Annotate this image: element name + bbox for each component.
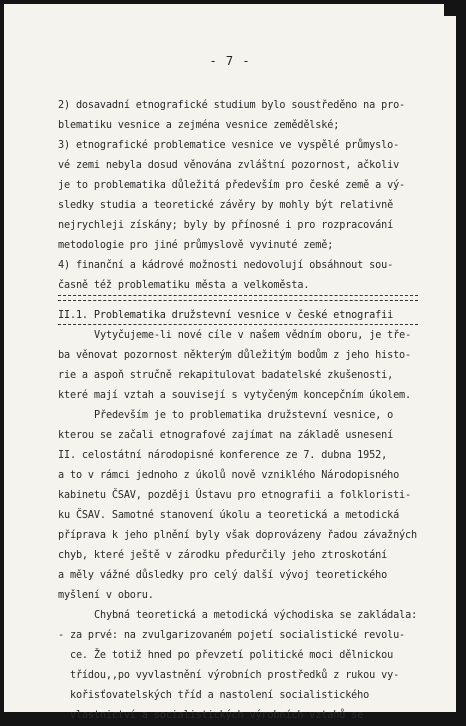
section-heading-underline — [58, 324, 418, 325]
list-line: 4) finanční a kádrové možnosti nedovolují obsáhnout sou- — [58, 260, 394, 271]
body-line: Především je to problematika družstevní vesnice, o — [94, 410, 394, 421]
double-dashed-rule-top — [58, 295, 418, 296]
body-text-block — [58, 326, 418, 726]
body-line: kabinetu ČSAV, později Ústavu pro etnografii a folkloristi- — [58, 490, 412, 501]
list-line: metodologie pro jiné průmyslově vyvinuté země; — [58, 240, 334, 251]
section-heading: II.1. Problematika družstevní vesnice v české etnografii — [58, 310, 394, 321]
list-line: nejrychleji získány; byly by přínosné i pro rozpracování — [58, 220, 394, 231]
numbered-list-block — [58, 96, 418, 296]
list-line: je to problematika důležitá především pro české země a vý- — [58, 180, 406, 191]
body-line: myšlení v oboru. — [58, 590, 154, 601]
body-line: a měly vážné důsledky pro celý další vývoj teoretického — [58, 570, 388, 581]
body-line: II. celostátní národopisné konference ze 7. dubna 1952, — [58, 450, 388, 461]
list-line: časně též problematiku města a velkoměsta. — [58, 280, 310, 291]
body-line: ku ČSAV. Samotné stanovení úkolu a teoretická a metodická — [58, 510, 400, 521]
list-line: 2) dosavadní etnografické studium bylo soustředěno na pro- — [58, 100, 406, 111]
scan-corner-mark — [444, 4, 456, 16]
list-line: sledky studia a teoretické závěry by mohly být relativně — [58, 200, 394, 211]
page-number: - 7 - — [209, 54, 251, 68]
body-line: - za prvé: na zvulgarizovaném pojetí socialistické revolu- — [58, 630, 406, 641]
list-line: vé zemi nebyla dosud věnována zvláštní pozornost, ačkoliv — [58, 160, 400, 171]
double-dashed-rule-bottom — [58, 300, 418, 301]
body-line: kterou se začali etnografové zajímat na základě usnesení — [58, 430, 394, 441]
body-line: chyb, které ještě v zárodku předurčily jeho ztroskotání — [58, 550, 388, 561]
body-line: Chybná teoretická a metodická východiska se zakládala: — [94, 610, 418, 621]
body-line: a to v rámci jednoho z úkolů nově vzniklého Národopisného — [58, 470, 400, 481]
body-line: kořisťovatelských tříd a nastolení socialistického — [58, 690, 370, 701]
list-line: 3) etnografické problematice vesnice ve vyspělé průmyslo- — [58, 140, 400, 151]
body-line: které mají vztah a souvisejí s vytyčeným koncepčním úkolem. — [58, 390, 412, 401]
body-line: Vytyčujeme-li nové cíle v našem vědním oboru, je tře- — [94, 330, 412, 341]
document-page — [4, 4, 456, 721]
body-line: vlastnictví a socialistických výrobních vztahů se — [58, 710, 364, 721]
body-line: ce. Že totiž hned po převzetí politické moci dělnickou — [58, 650, 394, 661]
body-line: třídou,,po vyvlastnění výrobních prostředků z rukou vy- — [58, 670, 400, 681]
body-line: rie a aspoň stručně rekapitulovat badatelské zkušenosti, — [58, 370, 394, 381]
list-line: blematiku vesnice a zejména vesnice zemědělské; — [58, 120, 340, 131]
body-line: ba věnovat pozornost některým důležitým bodům z jeho histo- — [58, 350, 412, 361]
body-line: příprava k jeho plnění byly však doprovázeny řadou závažných — [58, 530, 418, 541]
